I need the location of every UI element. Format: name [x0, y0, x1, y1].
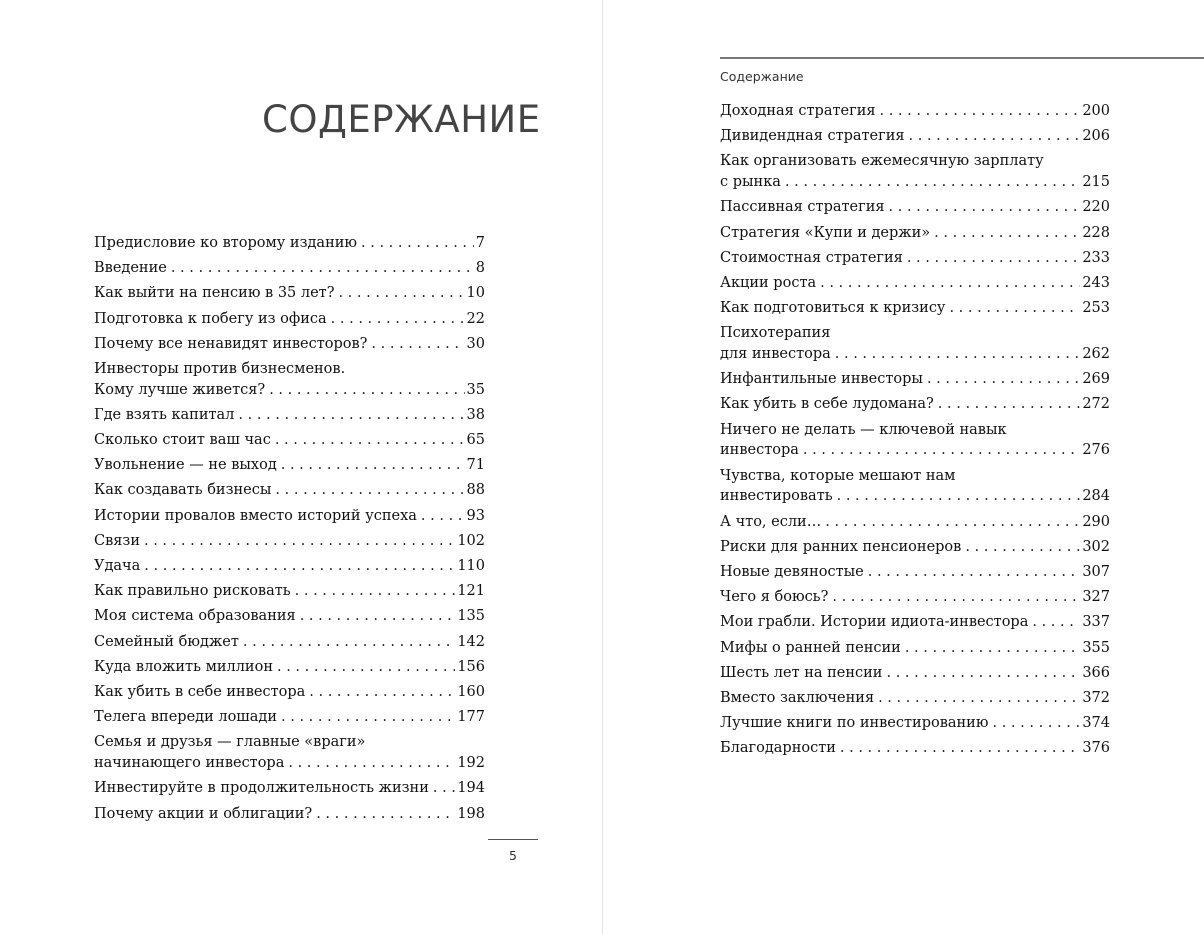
- toc-entry: [720, 512, 1110, 533]
- dot-leader: [361, 233, 474, 254]
- toc-entry-row: [94, 380, 485, 401]
- toc-entry-page: 30: [466, 335, 485, 352]
- toc-entry-title: для инвестора: [720, 346, 831, 363]
- toc-entry-page: 355: [1082, 639, 1110, 656]
- toc-entry-row: [720, 369, 1110, 390]
- toc-entry: [720, 562, 1110, 583]
- toc-entry: [720, 126, 1110, 147]
- toc-entry-title: Чего я боюсь?: [720, 589, 829, 606]
- toc-entry: [94, 283, 485, 304]
- dot-leader: [238, 405, 464, 426]
- toc-entry-title: Как убить в себе инвестора: [94, 683, 306, 700]
- toc-entry-page: 206: [1082, 128, 1110, 145]
- toc-entry: [720, 369, 1110, 390]
- toc-entry-title: инвестора: [720, 442, 799, 459]
- toc-entry: [720, 713, 1110, 734]
- dot-leader: [785, 172, 1080, 193]
- dot-leader: [277, 657, 455, 678]
- book-spine: [602, 0, 603, 934]
- dot-leader: [1032, 612, 1080, 633]
- dot-leader: [837, 486, 1081, 507]
- toc-entry-page: 8: [475, 260, 485, 277]
- dot-leader: [992, 713, 1080, 734]
- toc-entry-row: [720, 440, 1110, 461]
- toc-entry-row: [94, 531, 485, 552]
- toc-entry-page: 374: [1082, 715, 1110, 732]
- toc-entry-title-line: Ничего не делать — ключевой навык: [720, 421, 1007, 438]
- toc-entry-row: [94, 430, 485, 451]
- dot-leader: [927, 369, 1080, 390]
- toc-entry-row: [94, 334, 485, 355]
- toc-entry-title: Как создавать бизнесы: [94, 482, 272, 499]
- toc-entry: [720, 738, 1110, 759]
- toc-entry: [94, 632, 485, 653]
- toc-entry-row: [720, 394, 1110, 415]
- toc-entry: [720, 420, 1110, 462]
- toc-entry: [720, 537, 1110, 558]
- toc-entry-page: 253: [1082, 300, 1110, 317]
- toc-entry: [94, 334, 485, 355]
- toc-entry-page: 22: [466, 310, 485, 327]
- toc-entry-page: 276: [1082, 442, 1110, 459]
- toc-entry: [94, 359, 485, 401]
- toc-entry-page: 376: [1082, 740, 1110, 757]
- toc-entry-row: [94, 283, 485, 304]
- toc-entry-page: 88: [466, 482, 485, 499]
- toc-entry-row: [94, 405, 485, 426]
- toc-entry-title: Связи: [94, 532, 140, 549]
- toc-entry-page: 269: [1082, 371, 1110, 388]
- toc-entry-page: 215: [1082, 174, 1110, 191]
- toc-entry-title: Благодарности: [720, 740, 836, 757]
- toc-entry-page: 177: [457, 709, 485, 726]
- toc-entry-page: 121: [457, 583, 485, 600]
- toc-entry-title: Вместо заключения: [720, 689, 875, 706]
- header-rule: [720, 57, 1204, 59]
- toc-entry-page: 290: [1082, 513, 1110, 530]
- toc-entry: [94, 531, 485, 552]
- toc-entry-title: Введение: [94, 260, 167, 277]
- toc-entry-page: 194: [457, 780, 485, 797]
- toc-entry-title: Предисловие ко второму изданию: [94, 235, 358, 251]
- dot-leader: [909, 126, 1081, 147]
- toc-entry-row: [720, 298, 1110, 319]
- dot-leader: [965, 537, 1080, 558]
- toc-entry-row: [94, 804, 485, 825]
- dot-leader: [835, 344, 1081, 365]
- toc-entry: [720, 323, 1110, 365]
- dot-leader: [275, 430, 465, 451]
- toc-entry-row: [720, 688, 1110, 709]
- toc-entry-title-line: Инвесторы против бизнесменов.: [94, 360, 346, 377]
- toc-entry-row: [94, 506, 485, 527]
- toc-entry-row: [720, 587, 1110, 608]
- toc-list-left: [94, 233, 485, 829]
- toc-entry-page: 71: [466, 457, 485, 474]
- dot-leader: [840, 738, 1080, 759]
- toc-entry-title: Увольнение — не выход: [94, 457, 277, 474]
- toc-entry-title: Как убить в себе лудомана?: [720, 396, 934, 413]
- dot-leader: [880, 101, 1081, 122]
- toc-entry: [94, 606, 485, 627]
- toc-entry-row: [94, 480, 485, 501]
- toc-entry-page: 337: [1082, 614, 1110, 631]
- dot-leader: [825, 512, 1080, 533]
- toc-entry: [94, 233, 485, 254]
- toc-entry-title: Риски для ранних пенсионеров: [720, 538, 962, 555]
- toc-entry-row: [720, 273, 1110, 294]
- toc-entry-title: Шесть лет на пенсии: [720, 664, 883, 681]
- toc-entry-title: Мои грабли. Истории идиота-инвестора: [720, 614, 1029, 631]
- toc-entry-page: 284: [1082, 488, 1110, 505]
- toc-entry-page: 243: [1082, 274, 1110, 291]
- toc-entry-page: 327: [1082, 589, 1110, 606]
- toc-entry-title: Моя система образования: [94, 608, 296, 625]
- toc-entry-row: [94, 632, 485, 653]
- toc-entry: [94, 778, 485, 799]
- toc-entry-title: Семейный бюджет: [94, 633, 239, 650]
- dot-leader: [832, 587, 1080, 608]
- dot-leader: [144, 556, 455, 577]
- dot-leader: [878, 688, 1080, 709]
- dot-leader: [889, 197, 1081, 218]
- toc-entry-title: инвестировать: [720, 488, 833, 505]
- toc-entry: [720, 663, 1110, 684]
- toc-entry: [94, 309, 485, 330]
- toc-entry: [720, 273, 1110, 294]
- toc-entry: [720, 248, 1110, 269]
- toc-list-right: [720, 101, 1110, 764]
- dot-leader: [331, 309, 465, 330]
- toc-entry-page: 65: [466, 432, 485, 449]
- toc-entry-page: 307: [1082, 564, 1110, 580]
- toc-entry: [94, 707, 485, 728]
- toc-entry: [94, 506, 485, 527]
- dot-leader: [281, 707, 455, 728]
- toc-entry-title: Кому лучше живется?: [94, 381, 266, 398]
- toc-entry-title: Почему все ненавидят инвесторов?: [94, 335, 368, 352]
- running-head: Содержание: [720, 69, 804, 84]
- toc-entry-row: [720, 663, 1110, 684]
- toc-entry-row: [720, 512, 1110, 533]
- toc-entry-title: Доходная стратегия: [720, 103, 876, 119]
- toc-entry-row: [720, 713, 1110, 734]
- toc-entry-title-line: Чувства, которые мешают нам: [720, 467, 956, 484]
- toc-entry-page: 198: [457, 805, 485, 822]
- dot-leader: [309, 682, 455, 703]
- toc-entry-row: [720, 612, 1110, 633]
- contents-title: СОДЕРЖАНИЕ: [262, 98, 541, 141]
- toc-entry-title: Мифы о ранней пенсии: [720, 639, 901, 656]
- toc-entry: [94, 405, 485, 426]
- toc-entry-page: 10: [466, 285, 485, 302]
- toc-entry-page: 93: [466, 507, 485, 524]
- dot-leader: [907, 248, 1081, 269]
- toc-entry-row: [94, 233, 485, 254]
- toc-entry-title-line: Как организовать ежемесячную зарплату: [720, 153, 1044, 170]
- dot-leader: [905, 638, 1080, 659]
- toc-entry: [94, 804, 485, 825]
- toc-entry-row: [94, 606, 485, 627]
- toc-entry-page: 110: [457, 558, 485, 575]
- toc-entry-page: 156: [457, 658, 485, 675]
- dot-leader: [433, 778, 455, 799]
- toc-entry-title: Сколько стоит ваш час: [94, 432, 271, 449]
- dot-leader: [295, 581, 456, 602]
- toc-entry-row: [720, 223, 1110, 244]
- toc-entry-page: 135: [457, 608, 485, 625]
- toc-entry-page: 233: [1082, 249, 1110, 266]
- dot-leader: [144, 531, 455, 552]
- toc-entry-page: 200: [1082, 103, 1110, 119]
- toc-entry-title: Инвестируйте в продолжительность жизни: [94, 780, 429, 797]
- toc-entry-title: Где взять капитал: [94, 406, 235, 423]
- toc-entry-row: [720, 197, 1110, 218]
- toc-entry: [94, 682, 485, 703]
- dot-leader: [421, 506, 465, 527]
- toc-entry: [720, 612, 1110, 633]
- toc-entry-row: [720, 344, 1110, 365]
- toc-entry-title: Акции роста: [720, 274, 817, 291]
- toc-entry-title-line: Психотерапия: [720, 325, 831, 342]
- toc-entry-row: [720, 486, 1110, 507]
- toc-entry-page: 160: [457, 683, 485, 700]
- toc-entry-title: Новые девяностые: [720, 564, 864, 580]
- dot-leader: [288, 753, 455, 774]
- dot-leader: [934, 223, 1080, 244]
- toc-entry-page: 142: [457, 633, 485, 650]
- toc-entry: [720, 151, 1110, 193]
- toc-entry-title: Подготовка к побегу из офиса: [94, 310, 327, 327]
- dot-leader: [868, 562, 1081, 583]
- toc-entry-page: 35: [466, 381, 485, 398]
- right-page: [604, 0, 1204, 934]
- dot-leader: [803, 440, 1080, 461]
- toc-entry-title: Пассивная стратегия: [720, 199, 885, 216]
- page-number: 5: [509, 848, 517, 863]
- toc-entry-row: [94, 707, 485, 728]
- toc-entry: [94, 258, 485, 279]
- toc-entry: [720, 638, 1110, 659]
- dot-leader: [371, 334, 464, 355]
- toc-entry-page: 228: [1082, 224, 1110, 241]
- toc-entry-row: [94, 657, 485, 678]
- toc-entry: [94, 581, 485, 602]
- dot-leader: [820, 273, 1080, 294]
- toc-entry: [720, 688, 1110, 709]
- toc-entry: [94, 657, 485, 678]
- toc-entry-title: Стратегия «Купи и держи»: [720, 224, 931, 241]
- dot-leader: [886, 663, 1080, 684]
- toc-entry: [94, 430, 485, 451]
- toc-entry-page: 7: [475, 235, 485, 251]
- dot-leader: [243, 632, 455, 653]
- dot-leader: [275, 480, 464, 501]
- toc-entry-title: Как подготовиться к кризису: [720, 300, 946, 317]
- toc-entry: [720, 223, 1110, 244]
- toc-entry-title: начинающего инвестора: [94, 755, 285, 772]
- toc-entry: [720, 101, 1110, 122]
- toc-entry-row: [720, 172, 1110, 193]
- footer-rule: [488, 839, 538, 840]
- toc-entry: [94, 455, 485, 476]
- toc-entry-page: 38: [466, 406, 485, 423]
- dot-leader: [300, 606, 456, 627]
- toc-entry-page: 272: [1082, 396, 1110, 413]
- dot-leader: [949, 298, 1080, 319]
- toc-entry-row: [94, 258, 485, 279]
- toc-entry-title: Удача: [94, 558, 141, 575]
- dot-leader: [338, 283, 464, 304]
- toc-entry-title: Как правильно рисковать: [94, 583, 291, 600]
- toc-entry-title: Почему акции и облигации?: [94, 805, 313, 822]
- dot-leader: [171, 258, 474, 279]
- toc-entry-row: [94, 455, 485, 476]
- toc-entry-title: Лучшие книги по инвестированию: [720, 715, 989, 732]
- toc-entry: [720, 587, 1110, 608]
- toc-entry-title: А что, если…: [720, 513, 822, 530]
- toc-entry-title-line: Семья и друзья — главные «враги»: [94, 734, 366, 751]
- dot-leader: [316, 804, 455, 825]
- dot-leader: [938, 394, 1081, 415]
- toc-entry-page: 302: [1082, 538, 1110, 555]
- toc-entry-title: Телега впереди лошади: [94, 709, 278, 726]
- toc-entry: [720, 394, 1110, 415]
- toc-entry-row: [720, 537, 1110, 558]
- toc-entry-title: Инфантильные инвесторы: [720, 371, 923, 388]
- toc-entry-title: Стоимостная стратегия: [720, 249, 903, 266]
- toc-entry-title: Дивидендная стратегия: [720, 128, 905, 145]
- toc-entry-row: [720, 738, 1110, 759]
- toc-entry-title: с рынка: [720, 174, 781, 191]
- toc-entry-title: Как выйти на пенсию в 35 лет?: [94, 285, 335, 302]
- toc-entry: [720, 466, 1110, 508]
- toc-entry-row: [94, 753, 485, 774]
- dot-leader: [269, 380, 464, 401]
- toc-entry-title: Куда вложить миллион: [94, 658, 273, 675]
- toc-entry: [720, 298, 1110, 319]
- toc-entry-page: 220: [1082, 199, 1110, 216]
- toc-entry-page: 102: [457, 532, 485, 549]
- toc-entry-row: [94, 778, 485, 799]
- toc-entry-row: [720, 126, 1110, 147]
- toc-entry-row: [720, 638, 1110, 659]
- toc-entry-page: 372: [1082, 689, 1110, 706]
- toc-entry: [94, 732, 485, 774]
- toc-entry-page: 366: [1082, 664, 1110, 681]
- toc-entry: [720, 197, 1110, 218]
- dot-leader: [281, 455, 465, 476]
- toc-entry: [94, 480, 485, 501]
- toc-entry-row: [94, 581, 485, 602]
- toc-entry-row: [720, 562, 1110, 583]
- toc-entry-title: Истории провалов вместо историй успеха: [94, 507, 417, 524]
- toc-entry-row: [720, 248, 1110, 269]
- toc-entry-row: [94, 556, 485, 577]
- toc-entry-row: [94, 682, 485, 703]
- toc-entry: [94, 556, 485, 577]
- toc-entry-row: [720, 101, 1110, 122]
- toc-entry-page: 262: [1082, 346, 1110, 363]
- toc-entry-row: [94, 309, 485, 330]
- toc-entry-page: 192: [457, 755, 485, 772]
